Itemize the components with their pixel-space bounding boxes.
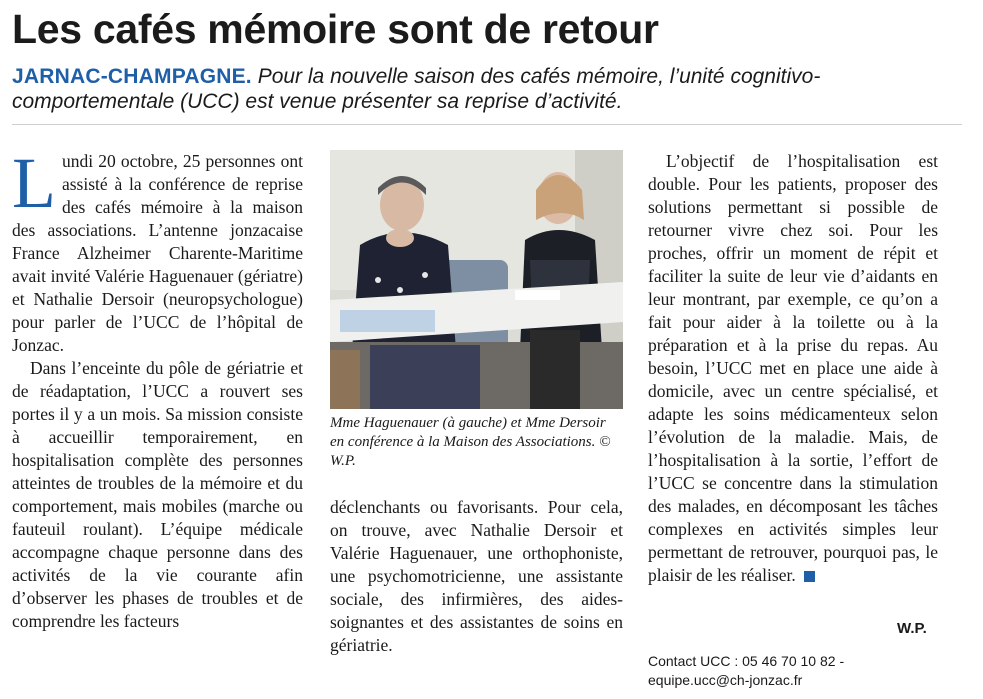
- contact-line-phone: Contact UCC : 05 46 70 10 82 -: [648, 653, 845, 669]
- contact-line-email: equipe.ucc@ch-jonzac.fr: [648, 672, 803, 688]
- lede-text: Pour la nouvelle saison des cafés mémoire, l’unité cognitivo-comportementale (UCC) est venue présenter sa reprise d’activité.: [12, 65, 821, 113]
- contact-info: [648, 652, 968, 690]
- dropcap: L: [12, 143, 56, 223]
- article-photo: [330, 150, 623, 409]
- paragraph-1-text: undi 20 octobre, 25 personnes ont assisté à la conférence de reprise des cafés mémoire à la maison des associations. L’antenne jonzacaise France Alzheimer Charente-Maritime avait invité Valérie Haguenauer (gériatre) et Nathalie Dersoir (neuropsychologue) pour parler de l’UCC de l’hôpital de Jonzac.: [12, 151, 303, 355]
- author-signature: W.P.: [897, 620, 927, 637]
- dateline-place: JARNAC-CHAMPAGNE.: [12, 65, 252, 88]
- article-paragraph-4: [648, 150, 938, 587]
- photo-caption: Mme Haguenauer (à gauche) et Mme Dersoir en conférence à la Maison des Associations. © W.P.: [330, 415, 611, 469]
- blue-square-icon: [804, 571, 815, 582]
- paragraph-4-text: L’objectif de l’hospitalisation est double. Pour les patients, proposer des solutions permettant si possible de retourner vivre chez soi. Pour les proches, offrir un moment de répit et faciliter la suite de leur vie d’aidants en leur montrant, par exemple, ce qu’on a fait pour aider à la toilette ou à la préparation et à la prise du repas. Au besoin, l’UCC met en place une aide à domicile, avec un centre spécialisé, et adapte les soins médicamenteux selon l’évolution de la maladie. Mais, de l’hospitalisation à la sortie, l’effort de l’UCC se concentre dans la stimulation des malades, en décomposant les tâches complexes en activités simples leur permettant de retrouver, pourquoi pas, le plaisir de les réaliser.: [648, 151, 938, 585]
- divider: [12, 124, 962, 125]
- article-paragraph-1: [12, 143, 303, 357]
- article-column-2: [330, 496, 623, 657]
- headline: Les cafés mémoire sont de retour: [12, 6, 659, 52]
- photo-image: [330, 150, 623, 409]
- article-paragraph-2: Dans l’enceinte du pôle de gériatrie et de réadaptation, l’UCC a rouvert ses portes il y a un mois. Sa mission consiste à accueillir temporairement, en hospitalisation complète des personnes atteintes de troubles de la mémoire et du comportement, mais mobiles (marche ou fauteuil roulant). L’équipe médicale accompagne chaque personne dans des activités de la vie courante afin d’observer les phases de troubles et de comprendre les facteurs: [12, 358, 303, 631]
- article-column-1: [12, 143, 303, 633]
- lede: [12, 64, 972, 114]
- article-paragraph-3: déclenchants ou favorisants. Pour cela, on trouve, avec Nathalie Dersoir et Valérie Haguenauer, une orthophoniste, une psychomotricienne, une assistante sociale, des infirmières, des aides-soignantes et des assistantes de soins en gériatrie.: [330, 497, 623, 655]
- article-column-3: [648, 150, 938, 587]
